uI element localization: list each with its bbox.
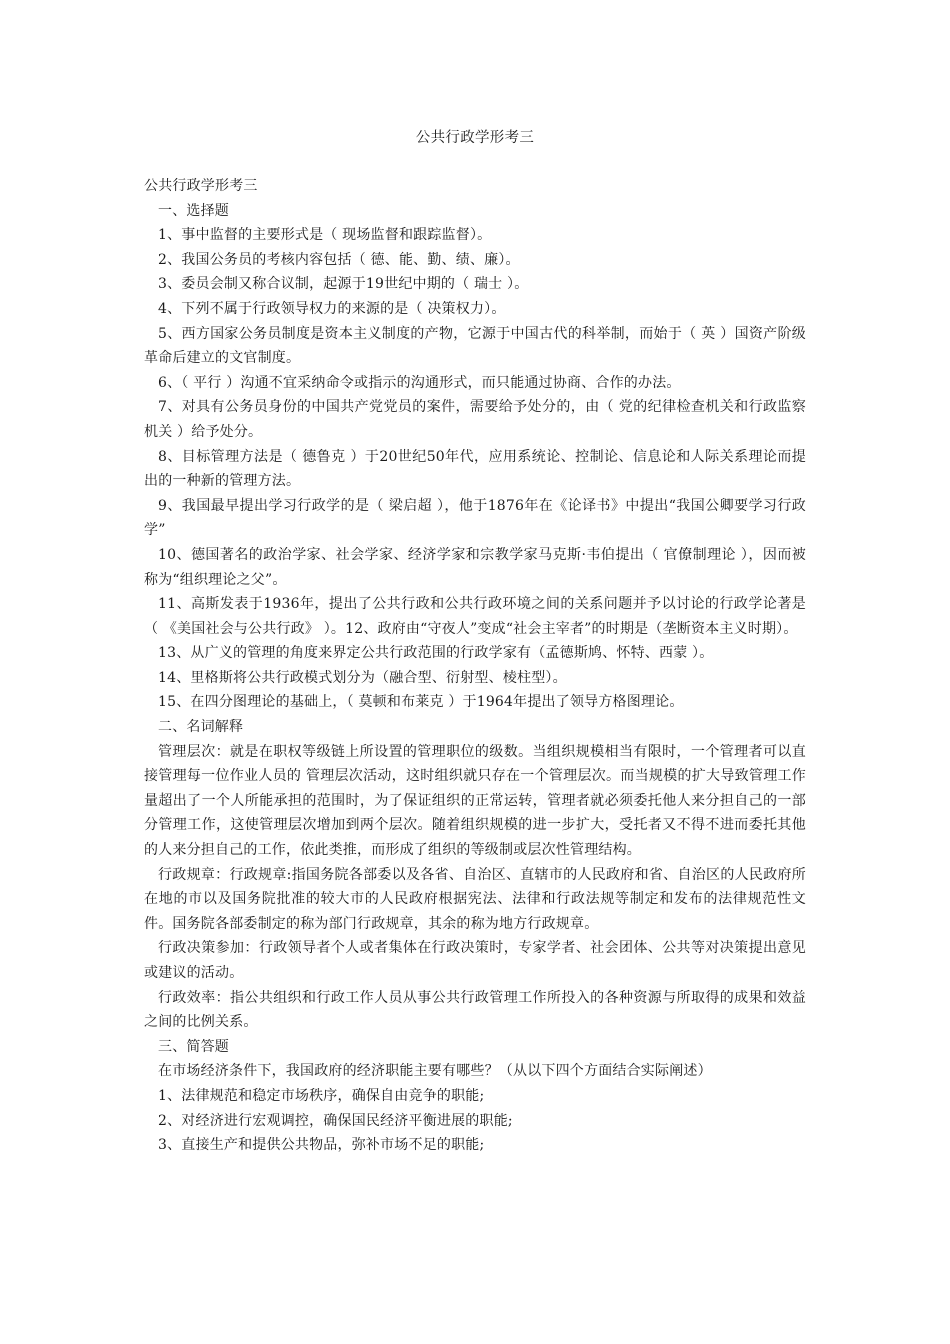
choice-item-14: 14、里格斯将公共行政模式划分为（融合型、衍射型、棱柱型）。 bbox=[158, 669, 567, 686]
choice-item-3: 3、委员会制又称合议制，起源于19世纪中期的（ 瑞士 ）。 bbox=[158, 276, 529, 293]
choice-item-1: 1、事中监督的主要形式是（ 现场监督和跟踪监督）。 bbox=[158, 227, 492, 244]
choice-item-5: 5、西方国家公务员制度是资本主义制度的产物，它源于中国古代的科举制，而始于（ 英 ）国资产阶级革命后建立的文官制度。 bbox=[144, 325, 806, 367]
body-heading: 公共行政学形考三 bbox=[144, 178, 258, 194]
document-title: 公共行政学形考三 bbox=[415, 130, 535, 146]
document-body bbox=[144, 174, 806, 1158]
term-administrative-rules: 行政规章：行政规章:指国务院各部委以及各省、自治区、直辖市的人民政府和省、自治区的人民政府所在地的市以及国务院批准的较大市的人民政府根据宪法、法律和行政法规等制定和发布的法律规范性文件。国务院各部委制定的称为部门行政规章，其余的称为地方行政规章。 bbox=[144, 866, 806, 932]
choice-item-13: 13、从广义的管理的角度来界定公共行政范围的行政学家有（孟德斯鸠、怀特、西蒙 ）。 bbox=[158, 645, 714, 662]
choice-item-4: 4、下列不属于行政领导权力的来源的是（ 决策权力）。 bbox=[158, 300, 506, 317]
short-answer-2: 2、对经济进行宏观调控，确保国民经济平衡进展的职能; bbox=[158, 1112, 513, 1129]
choice-item-15: 15、在四分图理论的基础上，（ 莫顿和布莱克 ）于1964年提出了领导方格图理论。 bbox=[158, 694, 684, 711]
term-management-levels: 管理层次：就是在职权等级链上所设置的管理职位的级数。当组织规模相当有限时，一个管理者可以直接管理每一位作业人员的 管理层次活动，这时组织就只存在一个管理层次。而当规模的扩大导致管理工作量超出了一个人所能承担的范围时，为了保证组织的正常运转，管理者就必须委托他人来分担自己的一部分管理工作，这使管理层次增加到两个层次。随着组织规模的进一步扩大，受托者又不得不进而委托其他的人来分担自己的工作，依此类推，而形成了组织的等级制或层次性管理结构。 bbox=[144, 743, 806, 859]
short-answer-1: 1、法律规范和稳定市场秩序，确保自由竞争的职能; bbox=[158, 1087, 485, 1104]
short-answer-3: 3、直接生产和提供公共物品，弥补市场不足的职能; bbox=[158, 1137, 485, 1154]
section-heading-choice: 一、选择题 bbox=[158, 202, 229, 219]
term-decision-participation: 行政决策参加：行政领导者个人或者集体在行政决策时，专家学者、社会团体、公共等对决策提出意见或建议的活动。 bbox=[144, 940, 806, 981]
choice-item-7: 7、对具有公务员身份的中国共产党党员的案件，需要给予处分的，由（ 党的纪律检查机关和行政监察机关 ）给予处分。 bbox=[144, 399, 806, 440]
choice-item-9: 9、我国最早提出学习行政学的是（ 梁启超 ），他于1876年在《论译书》中提出“我国公卿要学习行政学” bbox=[144, 497, 806, 539]
choice-item-10: 10、德国著名的政治学家、社会学家、经济学家和宗教学家马克斯·韦伯提出（ 官僚制理论 ），因而被称为“组织理论之父”。 bbox=[144, 546, 806, 588]
choice-item-11: 11、高斯发表于1936年，提出了公共行政和公共行政环境之间的关系问题并予以讨论的行政学论著是（ 《美国社会与公共行政》 ）。12、政府由“守夜人”变成“社会主宰者”的时期是（垄断资本主义时期）。 bbox=[144, 596, 806, 637]
section-heading-terms: 二、名词解释 bbox=[158, 719, 244, 736]
choice-item-6: 6、（ 平行 ）沟通不宜采纳命令或指示的沟通形式，而只能通过协商、合作的办法。 bbox=[158, 374, 681, 391]
section-heading-short: 三、简答题 bbox=[158, 1038, 229, 1055]
short-question: 在市场经济条件下，我国政府的经济职能主要有哪些？（从以下四个方面结合实际阐述） bbox=[158, 1063, 712, 1080]
choice-item-2: 2、我国公务员的考核内容包括（ 德、能、勤、绩、廉）。 bbox=[158, 251, 520, 268]
term-administrative-efficiency: 行政效率：指公共组织和行政工作人员从事公共行政管理工作所投入的各种资源与所取得的成果和效益之间的比例关系。 bbox=[144, 989, 806, 1031]
choice-item-8: 8、目标管理方法是（ 德鲁克 ）于20世纪50年代，应用系统论、控制论、信息论和人际关系理论而提出的一种新的管理方法。 bbox=[144, 448, 806, 490]
